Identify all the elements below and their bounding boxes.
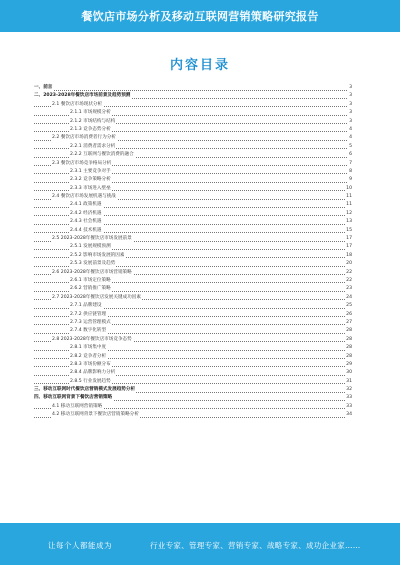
- toc-entry-page: 29: [345, 361, 352, 369]
- toc-entry[interactable]: [34, 403, 352, 411]
- toc-entry[interactable]: [34, 252, 352, 260]
- toc-entry[interactable]: [34, 92, 352, 100]
- toc-entry-label: 2.7.1 品牌建设: [70, 302, 103, 310]
- toc-entry-label: 2.4 餐饮店市场发展机遇与挑战: [52, 193, 117, 201]
- toc-entry-page: 13: [345, 218, 352, 226]
- toc-entry[interactable]: [34, 143, 352, 151]
- toc-entry-label: 2.4.1 政策机遇: [70, 201, 103, 209]
- toc-entry-label: 2.6.1 市场定位策略: [70, 277, 112, 285]
- toc-entry[interactable]: [34, 260, 352, 268]
- toc-entry-page: 28: [345, 327, 352, 335]
- toc-entry-page: 34: [345, 411, 352, 419]
- toc-entry-label: 二、2023-2028年餐饮店市场前景及趋势预测: [34, 92, 131, 100]
- toc-entry-label: 4.2 移动互联网背景下餐饮店营销策略分析: [52, 411, 140, 419]
- toc-entry-page: 22: [345, 269, 352, 277]
- toc-entry[interactable]: [34, 361, 352, 369]
- toc-entry[interactable]: [34, 210, 352, 218]
- toc-entry-page: 33: [345, 403, 352, 411]
- toc-entry[interactable]: [34, 336, 352, 344]
- toc-entry[interactable]: [34, 176, 352, 184]
- toc-entry-page: 4: [348, 134, 352, 142]
- toc-entry[interactable]: [34, 160, 352, 168]
- toc-entry-label: 2.8.4 品牌影响力分析: [70, 369, 116, 377]
- toc-entry-page: 28: [345, 336, 352, 344]
- toc-entry[interactable]: [34, 269, 352, 277]
- toc-entry-label: 2.4.2 经济机遇: [70, 210, 103, 218]
- toc-leader-dots: [34, 90, 349, 91]
- toc-title: 内容目录: [169, 58, 230, 73]
- toc-entry-label: 2.2.1 消费者需求分析: [70, 143, 116, 151]
- toc-entry-label: 2.8 2023-2028年餐饮店市场竞争态势: [52, 336, 133, 344]
- toc-entry[interactable]: [34, 151, 352, 159]
- toc-entry-label: 一、前言: [34, 84, 53, 92]
- toc-entry-page: 7: [348, 160, 352, 168]
- header-bar: [0, 0, 400, 32]
- toc-entry[interactable]: [34, 84, 352, 92]
- report-title: 餐饮店市场分析及移动互联网营销策略研究报告: [81, 10, 319, 23]
- toc-entry-page: 9: [348, 176, 352, 184]
- toc-entry[interactable]: [34, 302, 352, 310]
- toc-entry[interactable]: [34, 193, 352, 201]
- toc-entry-page: 27: [345, 319, 352, 327]
- toc-entry[interactable]: [34, 126, 352, 134]
- toc-entry-label: 2.1 餐饮店市场现状分析: [52, 101, 103, 109]
- toc-entry-label: 三、移动互联网时代餐饮店营销模式发展趋势分析: [34, 386, 136, 394]
- toc-entry-label: 2.5.3 发展前景及趋势: [70, 260, 116, 268]
- toc-entry-page: 28: [345, 353, 352, 361]
- toc-entry-page: 18: [345, 252, 352, 260]
- toc-entry-label: 2.7 2023-2028年餐饮店发展关键成功因素: [52, 294, 142, 302]
- toc-entry-page: 20: [345, 260, 352, 268]
- toc-entry-page: 6: [348, 151, 352, 159]
- toc-entry[interactable]: [34, 227, 352, 235]
- toc-entry-label: 2.5.2 影响市场发展的因素: [70, 252, 126, 260]
- toc-entry-page: 3: [348, 118, 352, 126]
- toc-entry[interactable]: [34, 168, 352, 176]
- toc-entry-page: 28: [345, 344, 352, 352]
- toc-entry[interactable]: [34, 243, 352, 251]
- toc-entry-page: 26: [345, 311, 352, 319]
- toc-entry[interactable]: [34, 235, 352, 243]
- toc-entry-page: 11: [345, 193, 352, 201]
- toc-entry[interactable]: [34, 353, 352, 361]
- toc-entry-page: 30: [345, 369, 352, 377]
- toc-entry-label: 2.6 2023-2028年餐饮店市场营销策略: [52, 269, 133, 277]
- toc-entry-label: 2.1.1 市场规模分析: [70, 109, 112, 117]
- toc-entry-page: 8: [348, 168, 352, 176]
- toc-entry-label: 2.5 2023-2028年餐饮店市场发展前景: [52, 235, 133, 243]
- toc-entry[interactable]: [34, 185, 352, 193]
- toc-entry-label: 2.1.3 竞争态势分析: [70, 126, 112, 134]
- toc-entry[interactable]: [34, 369, 352, 377]
- toc-entry-label: 四、移动互联网背景下餐饮店营销策略: [34, 394, 113, 402]
- toc-entry-label: 2.8.2 竞争者分析: [70, 353, 107, 361]
- toc-entry-label: 2.3.3 市场进入壁垒: [70, 185, 112, 193]
- toc-entry[interactable]: [34, 411, 352, 419]
- footer-slogan: 让每个人都能成为: [48, 541, 112, 550]
- toc-entry[interactable]: [34, 277, 352, 285]
- toc-entry-label: 2.7.2 供应链管理: [70, 311, 107, 319]
- toc-entry-page: 32: [345, 386, 352, 394]
- toc-entry-page: 3: [348, 109, 352, 117]
- toc-entry-page: 4: [348, 126, 352, 134]
- toc-entry-label: 2.3.1 主要竞争对手: [70, 168, 112, 176]
- footer-tags: 行业专家、管理专家、营销专家、战略专家、成功企业家……: [150, 541, 361, 550]
- toc-entry-label: 4.1 移动互联网营销策略: [52, 403, 103, 411]
- toc-entry-label: 2.4.3 社会机遇: [70, 218, 103, 226]
- toc-entry-page: 12: [345, 210, 352, 218]
- toc-entry[interactable]: [34, 201, 352, 209]
- toc-entry[interactable]: [34, 101, 352, 109]
- table-of-contents: [34, 84, 352, 420]
- toc-entry-label: 2.3.2 竞争策略分析: [70, 176, 112, 184]
- toc-entry[interactable]: [34, 344, 352, 352]
- toc-entry-label: 2.1.2 市场结构与结构: [70, 118, 116, 126]
- toc-entry-page: 15: [345, 227, 352, 235]
- toc-entry[interactable]: [34, 378, 352, 386]
- toc-entry-page: 22: [345, 277, 352, 285]
- toc-entry-label: 2.5.1 发展规模预测: [70, 243, 112, 251]
- toc-entry-label: 2.2 餐饮店市场消费者行为分析: [52, 134, 117, 142]
- toc-entry[interactable]: [34, 327, 352, 335]
- toc-entry-page: 17: [345, 243, 352, 251]
- toc-entry[interactable]: [34, 319, 352, 327]
- toc-entry[interactable]: [34, 285, 352, 293]
- toc-entry-page: 11: [345, 201, 352, 209]
- toc-entry-label: 2.2.2 互联网与餐饮消费的融合: [70, 151, 135, 159]
- footer-bar: [0, 523, 400, 565]
- toc-entry-label: 2.8.5 行业发展趋势: [70, 378, 112, 386]
- toc-entry[interactable]: [34, 134, 352, 142]
- toc-entry[interactable]: [34, 294, 352, 302]
- toc-entry-label: 2.7.3 运营管理模式: [70, 319, 112, 327]
- toc-entry-label: 2.8.3 市场份额分布: [70, 361, 112, 369]
- toc-entry-label: 2.4.4 技术机遇: [70, 227, 103, 235]
- toc-entry-page: 10: [345, 185, 352, 193]
- toc-entry[interactable]: [34, 386, 352, 394]
- toc-entry-page: 23: [345, 285, 352, 293]
- toc-entry-page: 3: [348, 101, 352, 109]
- toc-entry-label: 2.3 餐饮店市场竞争格局分析: [52, 160, 112, 168]
- toc-entry-page: 25: [345, 302, 352, 310]
- toc-entry-label: 2.7.4 数字化转型: [70, 327, 107, 335]
- toc-entry[interactable]: [34, 118, 352, 126]
- toc-entry-page: 3: [348, 92, 352, 100]
- toc-entry[interactable]: [34, 218, 352, 226]
- toc-entry-page: 33: [345, 394, 352, 402]
- toc-entry-page: 24: [345, 294, 352, 302]
- toc-entry-page: 5: [348, 143, 352, 151]
- toc-entry-page: 31: [345, 378, 352, 386]
- toc-entry[interactable]: [34, 109, 352, 117]
- toc-entry-label: 2.6.2 营销推广策略: [70, 285, 112, 293]
- toc-entry-page: 3: [348, 84, 352, 92]
- toc-entry-label: 2.8.1 市场集中度: [70, 344, 107, 352]
- toc-entry-page: 17: [345, 235, 352, 243]
- toc-entry[interactable]: [34, 311, 352, 319]
- toc-entry[interactable]: [34, 394, 352, 402]
